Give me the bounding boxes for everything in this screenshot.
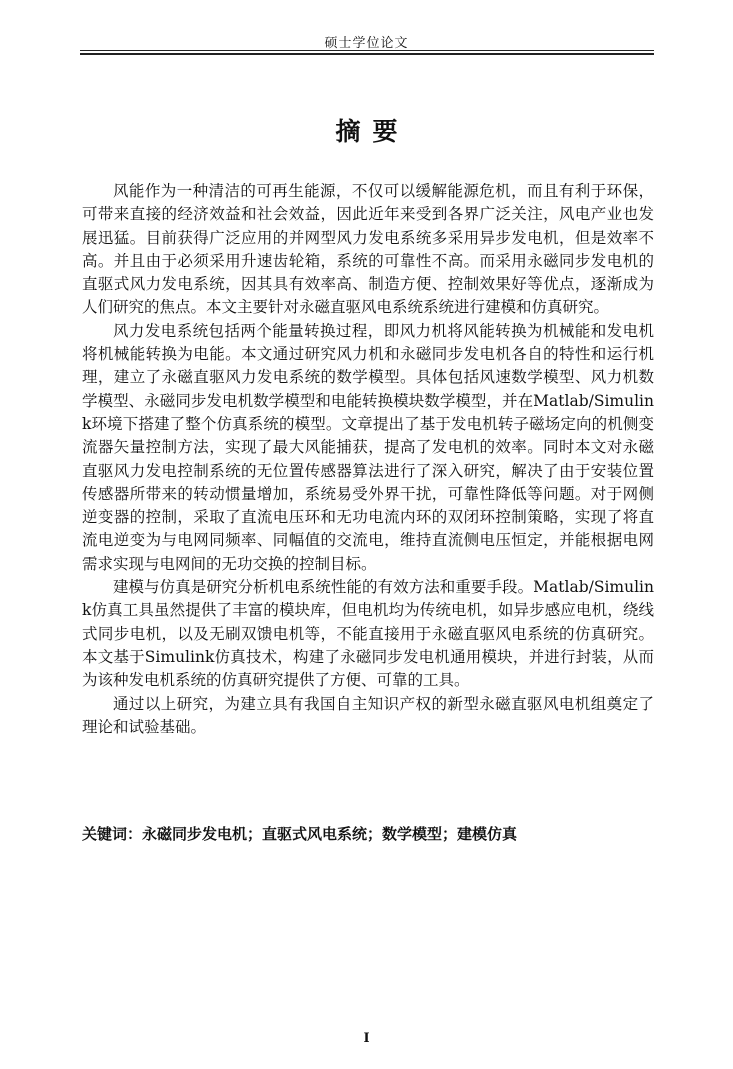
abstract-paragraph-3: 建模与仿真是研究分析机电系统性能的有效方法和重要手段。Matlab/Simulink仿真工具虽然提供了丰富的模块库，但电机均为传统电机，如异步感应电机，绕线式同步电机，以及无刷双馈电机等，不能直接用于永磁直驱风电系统的仿真研究。本文基于Simulink仿真技术，构建了永磁同步发电机通用模块，并进行封装，从而为该种发电机系统的仿真研究提供了方便、可靠的工具。: [82, 578, 654, 690]
abstract-paragraph-4: 通过以上研究，为建立具有我国自主知识产权的新型永磁直驱风电机组奠定了理论和试验基础。: [82, 694, 654, 736]
abstract-paragraph-2: 风力发电系统包括两个能量转换过程，即风力机将风能转换为机械能和发电机将机械能转换为电能。本文通过研究风力机和永磁同步发电机各自的特性和运行机理，建立了永磁直驱风力发电系统的数学模型。具体包括风速数学模型、风力机数学模型、永磁同步发电机数学模型和电能转换模块数学模型，并在Matlab/Simulink环境下搭建了整个仿真系统的模型。文章提出了基于发电机转子磁场定向的机侧变流器矢量控制方法，实现了最大风能捕获，提高了发电机的效率。同时本文对永磁直驱风力发电控制系统的无位置传感器算法进行了深入研究，解决了由于安装位置传感器所带来的转动惯量增加，系统易受外界干扰，可靠性降低等问题。对于网侧逆变器的控制，采取了直流电压环和无功电流内环的双闭环控制策略，实现了将直流电逆变为与电网同频率、同幅值的交流电，维持直流侧电压恒定，并能根据电网需求实现与电网间的无功交换的控制目标。: [82, 321, 654, 573]
abstract-body: [82, 180, 654, 739]
abstract-paragraph-1: 风能作为一种清洁的可再生能源，不仅可以缓解能源危机，而且有利于环保，可带来直接的经济效益和社会效益，因此近年来受到各界广泛关注，风电产业也发展迅猛。目前获得广泛应用的并网型风力发电系统多采用异步发电机，但是效率不高。并且由于必须采用升速齿轮箱，系统的可靠性不高。而采用永磁同步发电机的直驱式风力发电系统，因其具有效率高、制造方便、控制效果好等优点，逐渐成为人们研究的焦点。本文主要针对永磁直驱风电系统系统进行建模和仿真研究。: [82, 182, 654, 317]
running-header-title: 硕士学位论文: [324, 36, 409, 51]
header-rule-thin: [80, 50, 654, 51]
abstract-heading: 摘要: [335, 117, 410, 146]
header-rule-thick: [80, 53, 654, 55]
keywords-line: 关键词：永磁同步发电机；直驱式风电系统；数学模型；建模仿真: [82, 825, 518, 843]
page-number: I: [363, 1031, 370, 1046]
